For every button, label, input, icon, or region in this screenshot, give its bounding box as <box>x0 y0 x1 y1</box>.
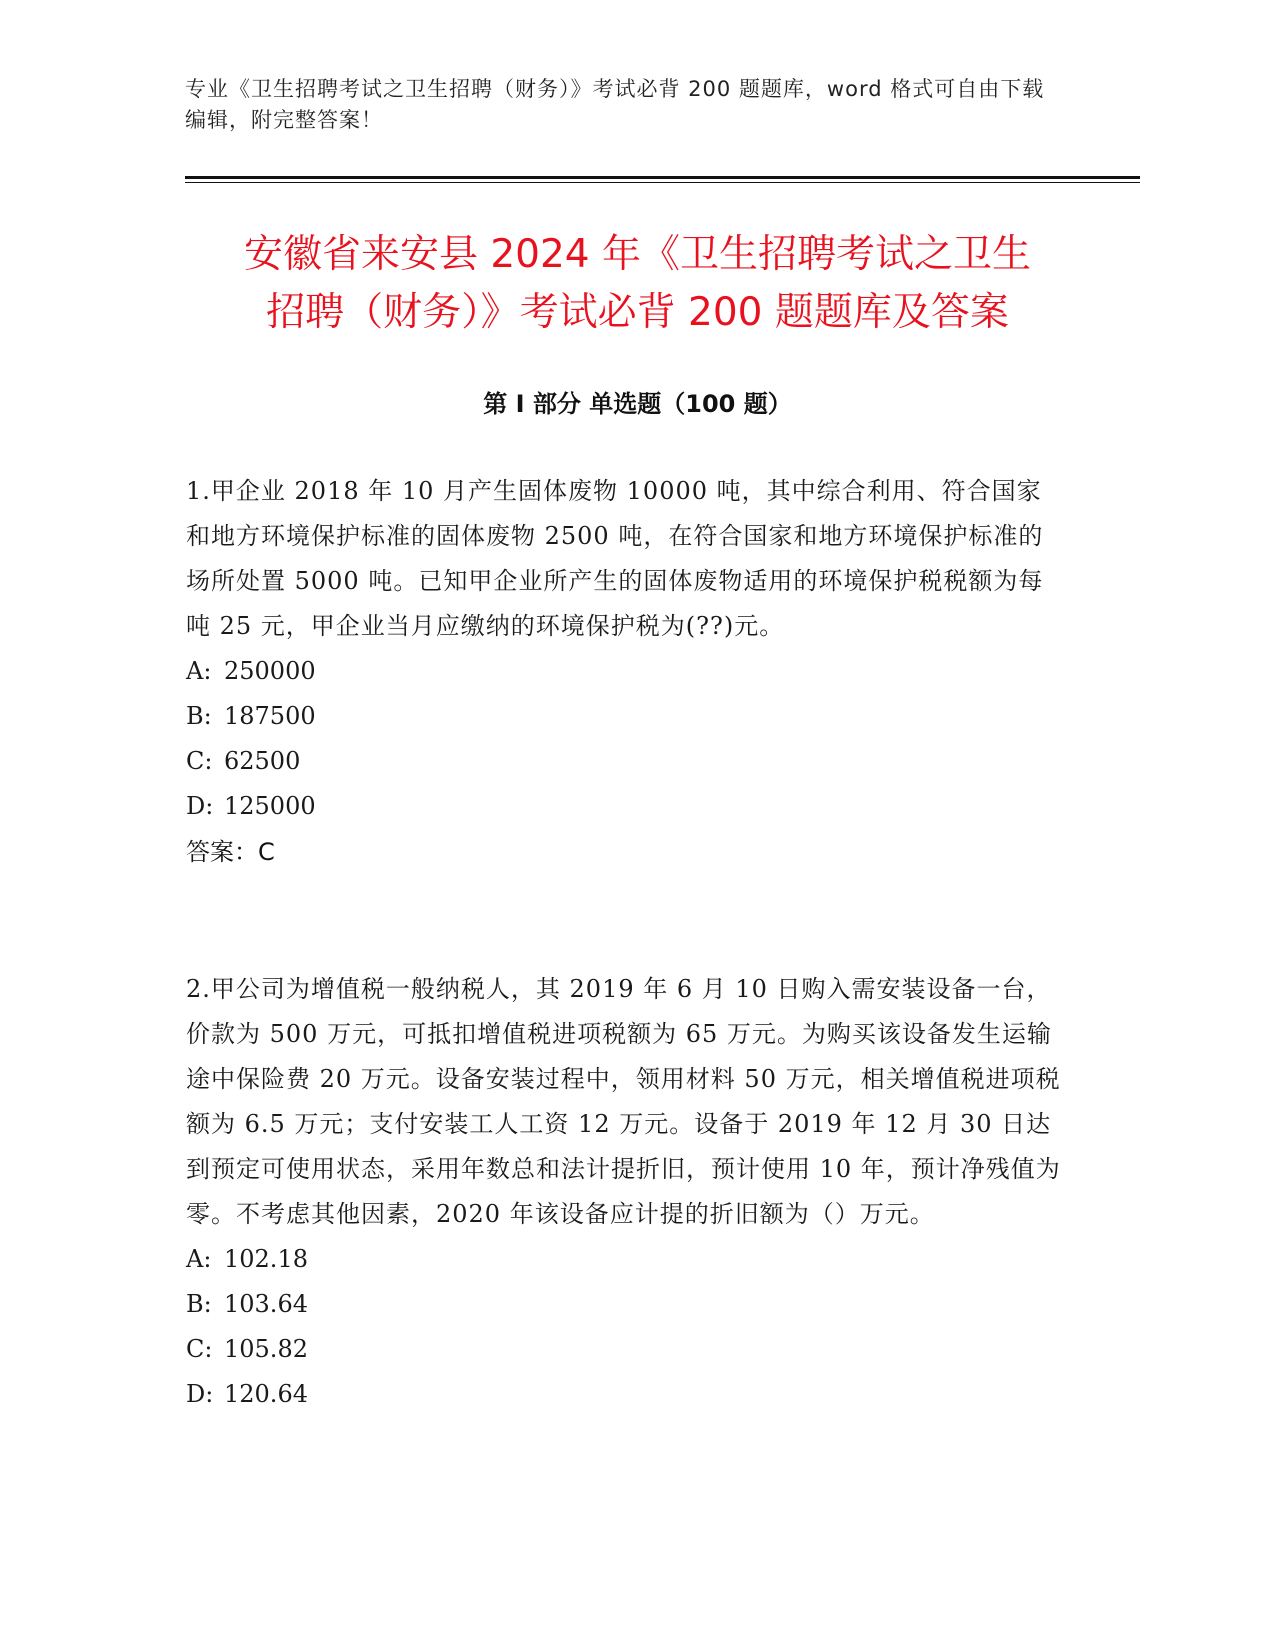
option-label: B: <box>186 702 212 730</box>
option-b <box>186 1282 1066 1327</box>
option-text: 102.18 <box>224 1245 308 1273</box>
answer: 答案：C <box>186 838 275 866</box>
document-title-line-2: 招聘（财务）》考试必背 200 题题库及答案 <box>266 290 1009 335</box>
option-a <box>186 649 1066 694</box>
question-1 <box>186 469 1066 875</box>
option-text: 250000 <box>224 657 316 685</box>
document-title <box>160 226 1115 342</box>
option-text: 105.82 <box>224 1335 308 1363</box>
option-text: 62500 <box>224 747 301 775</box>
option-b <box>186 694 1066 739</box>
option-label: C: <box>186 1335 213 1363</box>
option-label: A: <box>186 1245 212 1273</box>
question-stem: 2.甲公司为增值税一般纳税人，其 2019 年 6 月 10 日购入需安装设备一台，价款为 500 万元，可抵扣增值税进项税额为 65 万元。为购买该设备发生运输途中保险费 20 万元。设备安装过程中，领用材料 50 万元，相关增值税进项税额为 6.5 万元；支付安装工人工资 12 万元。设备于 2019 年 12 月 30 日达到预定可使用状态，采用年数总和法计提折旧，预计使用 10 年，预计净残值为零。不考虑其他因素，2020 年该设备应计提的折旧额为（）万元。 <box>186 975 1061 1228</box>
document-title-line-1: 安徽省来安县 2024 年《卫生招聘考试之卫生 <box>243 232 1032 277</box>
option-d <box>186 784 1066 829</box>
header-divider-thin <box>185 182 1140 183</box>
option-label: B: <box>186 1290 212 1318</box>
option-text: 187500 <box>224 702 316 730</box>
option-c <box>186 739 1066 784</box>
header-note: 专业《卫生招聘考试之卫生招聘（财务）》考试必背 200 题题库，word 格式可自由下载编辑，附完整答案！ <box>185 77 1045 132</box>
option-label: D: <box>186 792 214 820</box>
option-label: D: <box>186 1380 214 1408</box>
option-label: C: <box>186 747 213 775</box>
section-heading: 第 I 部分 单选题（100 题） <box>483 390 792 418</box>
option-text: 120.64 <box>224 1380 308 1408</box>
question-2 <box>186 967 1066 1417</box>
option-a <box>186 1237 1066 1282</box>
option-d <box>186 1372 1066 1417</box>
header-divider-thick <box>185 176 1140 179</box>
option-text: 103.64 <box>224 1290 308 1318</box>
option-label: A: <box>186 657 212 685</box>
question-stem: 1.甲企业 2018 年 10 月产生固体废物 10000 吨，其中综合利用、符合国家和地方环境保护标准的固体废物 2500 吨，在符合国家和地方环境保护标准的场所处置 5000 吨。已知甲企业所产生的固体废物适用的环境保护税税额为每吨 25 元，甲企业当月应缴纳的环境保护税为(??)元。 <box>186 477 1044 640</box>
option-text: 125000 <box>224 792 316 820</box>
option-c <box>186 1327 1066 1372</box>
